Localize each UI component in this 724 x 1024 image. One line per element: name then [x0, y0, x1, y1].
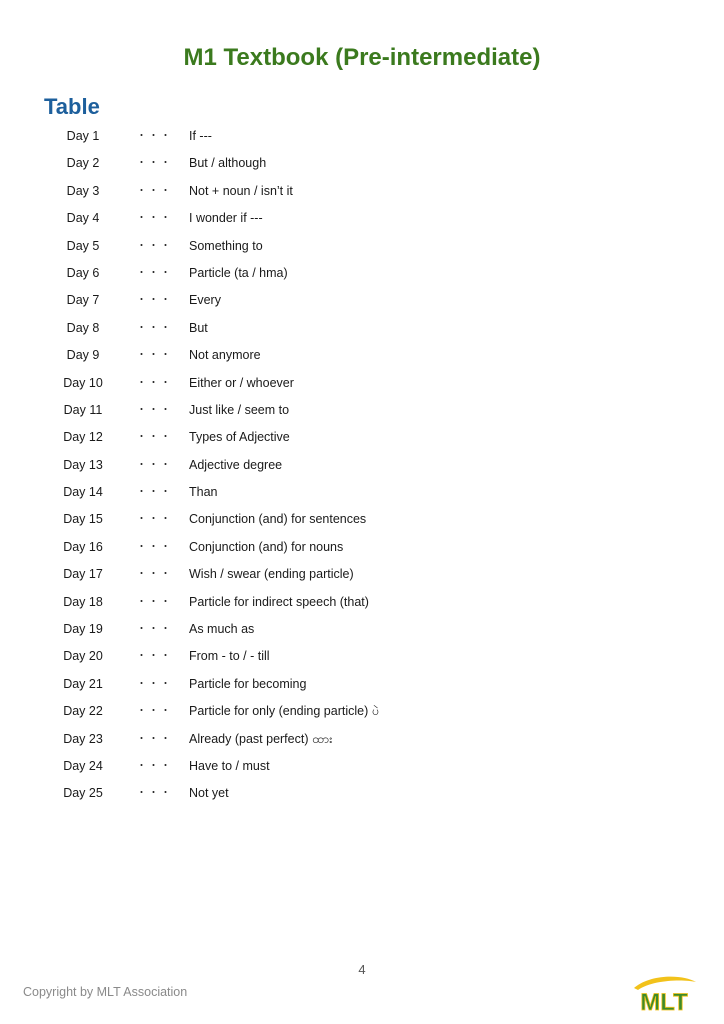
toc-separator-dots: ・・・: [136, 732, 172, 745]
section-heading: Table: [44, 94, 100, 119]
toc-row: [0, 753, 724, 780]
toc-separator-dots: ・・・: [136, 650, 172, 663]
toc-row: [0, 452, 724, 479]
toc-topic: Adjective degree: [189, 457, 283, 472]
toc-separator-dots: ・・・: [136, 239, 172, 252]
toc-topic: As much as: [189, 622, 255, 637]
toc-separator-dots: ・・・: [136, 623, 172, 636]
toc-row: [0, 589, 724, 616]
toc-row: [0, 424, 724, 451]
toc-day-label: Day 9: [66, 348, 100, 363]
toc-topic: I wonder if ---: [189, 211, 263, 226]
toc-day-label: Day 25: [63, 786, 103, 801]
toc-row: [0, 370, 724, 397]
toc-day-label: Day 15: [63, 512, 103, 527]
toc-topic: Not + noun / isn’t it: [189, 183, 293, 198]
toc-separator-dots: ・・・: [136, 130, 172, 142]
toc-topic: Already (past perfect) ထား: [189, 731, 333, 746]
toc-day-label: Day 20: [63, 649, 103, 664]
toc-row: [0, 479, 724, 506]
toc-row: [0, 205, 724, 232]
mlt-logo: [630, 972, 698, 1016]
toc-separator-dots: ・・・: [136, 157, 172, 170]
toc-day-label: Day 11: [63, 402, 103, 417]
toc-row: [0, 534, 724, 561]
toc-row: [0, 342, 724, 369]
toc-row: [0, 233, 724, 260]
toc-topic: Every: [189, 293, 221, 308]
toc-row: [0, 178, 724, 205]
toc-separator-dots: ・・・: [136, 458, 172, 471]
toc-day-label: Day 10: [63, 375, 103, 390]
toc-separator-dots: ・・・: [136, 787, 172, 800]
toc-topic: But / although: [189, 156, 267, 171]
document-title: M1 Textbook (Pre-intermediate): [183, 44, 541, 71]
toc-row: [0, 397, 724, 424]
toc-separator-dots: ・・・: [136, 403, 172, 416]
toc-row: [0, 506, 724, 533]
toc-day-label: Day 12: [63, 430, 103, 445]
toc-separator-dots: ・・・: [136, 431, 172, 444]
toc-topic: Either or / whoever: [189, 375, 294, 390]
toc-separator-dots: ・・・: [136, 321, 172, 334]
toc-topic: Wish / swear (ending particle): [189, 567, 354, 582]
toc-separator-dots: ・・・: [136, 349, 172, 362]
toc-topic: Types of Adjective: [189, 430, 290, 445]
toc-topic: But: [189, 320, 208, 335]
toc-row: [0, 287, 724, 314]
toc-day-label: Day 13: [63, 457, 103, 472]
toc-day-label: Day 4: [66, 211, 100, 226]
toc-row: [0, 643, 724, 670]
toc-topic: From - to / - till: [189, 649, 270, 664]
toc-row: [0, 698, 724, 725]
toc-separator-dots: ・・・: [136, 513, 172, 526]
toc-separator-dots: ・・・: [136, 376, 172, 389]
toc-day-label: Day 24: [63, 758, 103, 773]
toc-row: [0, 616, 724, 643]
toc-separator-dots: ・・・: [136, 540, 172, 553]
table-of-contents: [0, 123, 724, 808]
toc-topic: Particle (ta / hma): [189, 265, 288, 280]
toc-day-label: Day 2: [66, 156, 100, 171]
toc-row: [0, 671, 724, 698]
toc-day-label: Day 3: [66, 183, 100, 198]
toc-row: [0, 260, 724, 287]
toc-day-label: Day 5: [66, 238, 100, 253]
logo-lettering: MLT: [640, 989, 688, 1016]
toc-separator-dots: ・・・: [136, 759, 172, 772]
toc-topic: Than: [189, 485, 218, 500]
toc-topic: Have to / must: [189, 758, 270, 773]
toc-day-label: Day 17: [63, 567, 103, 582]
toc-separator-dots: ・・・: [136, 184, 172, 197]
toc-day-label: Day 18: [63, 594, 103, 609]
toc-topic: Particle for only (ending particle) ပဲ: [189, 704, 379, 719]
copyright-notice: Copyright by MLT Association: [23, 985, 188, 999]
toc-row: [0, 561, 724, 588]
toc-row: [0, 123, 724, 150]
toc-day-label: Day 7: [66, 293, 100, 308]
toc-topic: Not yet: [189, 786, 229, 801]
toc-topic: Particle for becoming: [189, 676, 307, 691]
toc-separator-dots: ・・・: [136, 705, 172, 718]
toc-day-label: Day 21: [63, 676, 103, 691]
toc-row: [0, 315, 724, 342]
toc-day-label: Day 16: [63, 539, 103, 554]
toc-separator-dots: ・・・: [136, 677, 172, 690]
toc-topic: Conjunction (and) for sentences: [189, 512, 367, 527]
toc-separator-dots: ・・・: [136, 595, 172, 608]
toc-separator-dots: ・・・: [136, 568, 172, 581]
toc-day-label: Day 6: [66, 265, 100, 280]
toc-day-label: Day 14: [63, 485, 103, 500]
toc-day-label: Day 8: [66, 320, 100, 335]
toc-topic: Conjunction (and) for nouns: [189, 539, 344, 554]
toc-topic: Something to: [189, 238, 263, 253]
toc-topic: Particle for indirect speech (that): [189, 594, 369, 609]
toc-day-label: Day 19: [63, 622, 103, 637]
toc-topic: Just like / seem to: [189, 402, 290, 417]
toc-topic: If ---: [189, 129, 212, 143]
toc-row: [0, 780, 724, 807]
toc-separator-dots: ・・・: [136, 212, 172, 225]
toc-row: [0, 726, 724, 753]
toc-row: [0, 150, 724, 177]
toc-day-label: Day 1: [66, 129, 100, 143]
toc-day-label: Day 22: [63, 704, 103, 719]
toc-day-label: Day 23: [63, 731, 103, 746]
page-number: 4: [358, 962, 366, 977]
toc-separator-dots: ・・・: [136, 294, 172, 307]
toc-topic: Not anymore: [189, 348, 261, 363]
toc-separator-dots: ・・・: [136, 486, 172, 499]
toc-separator-dots: ・・・: [136, 266, 172, 279]
